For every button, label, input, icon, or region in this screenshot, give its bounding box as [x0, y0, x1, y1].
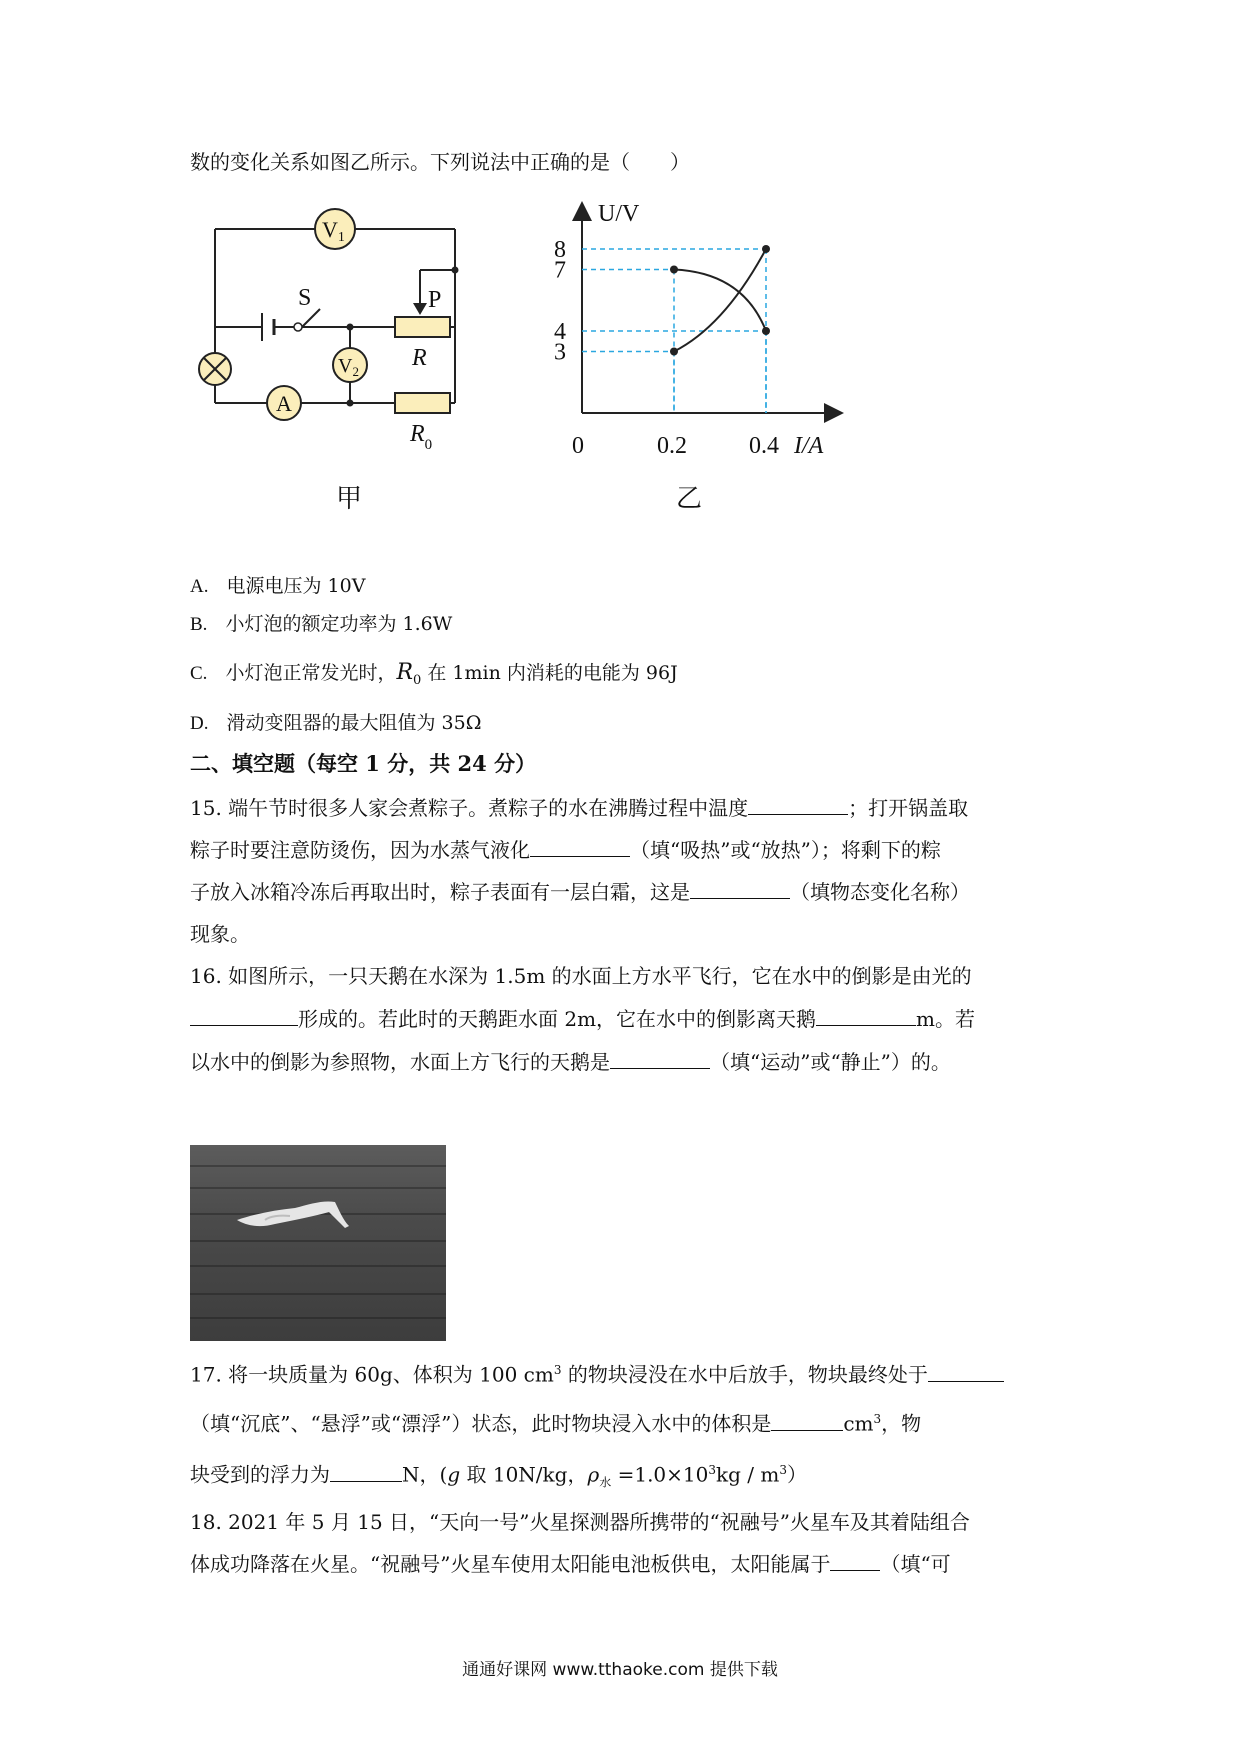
answer-blank[interactable] [690, 878, 790, 899]
page-footer: 通通好课网 www.tthaoke.com 提供下载 [462, 1660, 778, 1680]
x-tick-0.4: 0.4 [749, 433, 779, 459]
series-1-point-0 [670, 266, 678, 274]
svg-text:V2: $V_2$ [338, 355, 359, 379]
y-tick-4: 4 [554, 319, 566, 345]
y-tick-8: 8 [554, 237, 566, 263]
answer-blank[interactable] [530, 836, 630, 857]
answer-blank[interactable] [771, 1410, 843, 1431]
option-d[interactable]: D. 滑动变阻器的最大阻值为 35Ω [190, 712, 482, 734]
answer-blank[interactable] [330, 1461, 402, 1482]
swan-icon [235, 1190, 355, 1250]
svg-text:P: P [428, 287, 442, 313]
series-1-curve [674, 270, 766, 332]
x-tick-0: 0 [572, 433, 584, 459]
resistor-r0 [395, 393, 450, 413]
q15-line-3: 子放入冰箱冷冻后再取出时，粽子表面有一层白霜，这是 （填物态变化名称） [190, 880, 970, 904]
svg-text:S: S [298, 285, 312, 311]
svg-text:R0: $R_0$ [410, 421, 433, 453]
figure-caption-yi: 乙 [676, 484, 703, 514]
q15-line-2: 粽子时要注意防烫伤，因为水蒸气液化 （填“吸热”或“放热”）；将剩下的粽 [190, 838, 941, 862]
q15-line-4: 现象。 [190, 922, 250, 946]
rheostat-r [395, 317, 450, 337]
q16-line-3: 以水中的倒影为参照物，水面上方飞行的天鹅是 （填“运动”或“静止”）的。 [190, 1050, 951, 1074]
option-a[interactable]: A. 电源电压为 10V [190, 575, 366, 597]
option-c[interactable]: C. 小灯泡正常发光时，$R_0$ 在 1min 内消耗的电能为 96J [190, 660, 678, 688]
q17-line-1: 17. 将一块质量为 60g、体积为 100 $cm^3$ 的物块浸没在水中后放手，物块最终处于 [190, 1356, 1004, 1389]
series-1-point-1 [762, 327, 770, 335]
x-tick-0.2: 0.2 [657, 433, 687, 459]
q16-line-2: 形成的。若此时的天鹅距水面 2m，它在水中的倒影离天鹅 m。若 [190, 1005, 975, 1033]
swan-photo [190, 1145, 446, 1341]
q18-line-2: 体成功降落在火星。“祝融号”火星车使用太阳能电池板供电，太阳能属于 （填“可 [190, 1552, 951, 1576]
answer-blank[interactable] [748, 794, 848, 815]
q17-line-3: 块受到的浮力为 N，(g 取 10N/kg，$\rho_水 =1.0\times 10^3kg / m^3$） [190, 1462, 807, 1490]
answer-blank[interactable] [928, 1361, 1004, 1382]
section-heading: 二、填空题（每空 1 分，共 24 分） [190, 751, 537, 776]
x-axis-label: I/A [794, 433, 824, 459]
series-0-point-1 [762, 245, 770, 253]
switch-contact [294, 323, 302, 331]
answer-blank[interactable] [816, 1005, 916, 1026]
svg-text:A: A [276, 391, 292, 416]
option-b[interactable]: B. 小灯泡的额定功率为 1.6W [190, 613, 453, 635]
q18-line-1: 18. 2021 年 5 月 15 日，“天向一号”火星探测器所携带的“祝融号”火星车及其着陆组合 [190, 1510, 970, 1534]
series-0-curve [674, 249, 766, 352]
u-i-graph [540, 195, 870, 465]
answer-blank[interactable] [190, 1005, 298, 1026]
q15-line-1: 15. 端午节时很多人家会煮粽子。煮粽子的水在沸腾过程中温度 ；打开锅盖取 [190, 796, 969, 820]
svg-text:V1: V1 [322, 217, 345, 245]
question-14-tail: 数的变化关系如图乙所示。下列说法中正确的是（ ） [190, 150, 690, 174]
y-axis-label: U/V [598, 201, 640, 227]
answer-blank[interactable] [830, 1550, 880, 1571]
y-tick-7: 7 [554, 257, 566, 284]
q17-line-2: （填“沉底”、“悬浮”或“漂浮”）状态，此时物块浸入水中的体积是 $cm^3$，物 [190, 1411, 922, 1436]
answer-blank[interactable] [610, 1048, 710, 1069]
svg-text:R: R [412, 345, 427, 371]
q16-line-1: 16. 如图所示，一只天鹅在水深为 1.5m 的水面上方水平飞行，它在水中的倒影是由光的 [190, 964, 972, 988]
y-tick-3: 3 [554, 339, 566, 366]
circuit-diagram [180, 185, 520, 485]
series-0-point-0 [670, 348, 678, 356]
figure-caption-jia: 甲 [336, 484, 363, 514]
